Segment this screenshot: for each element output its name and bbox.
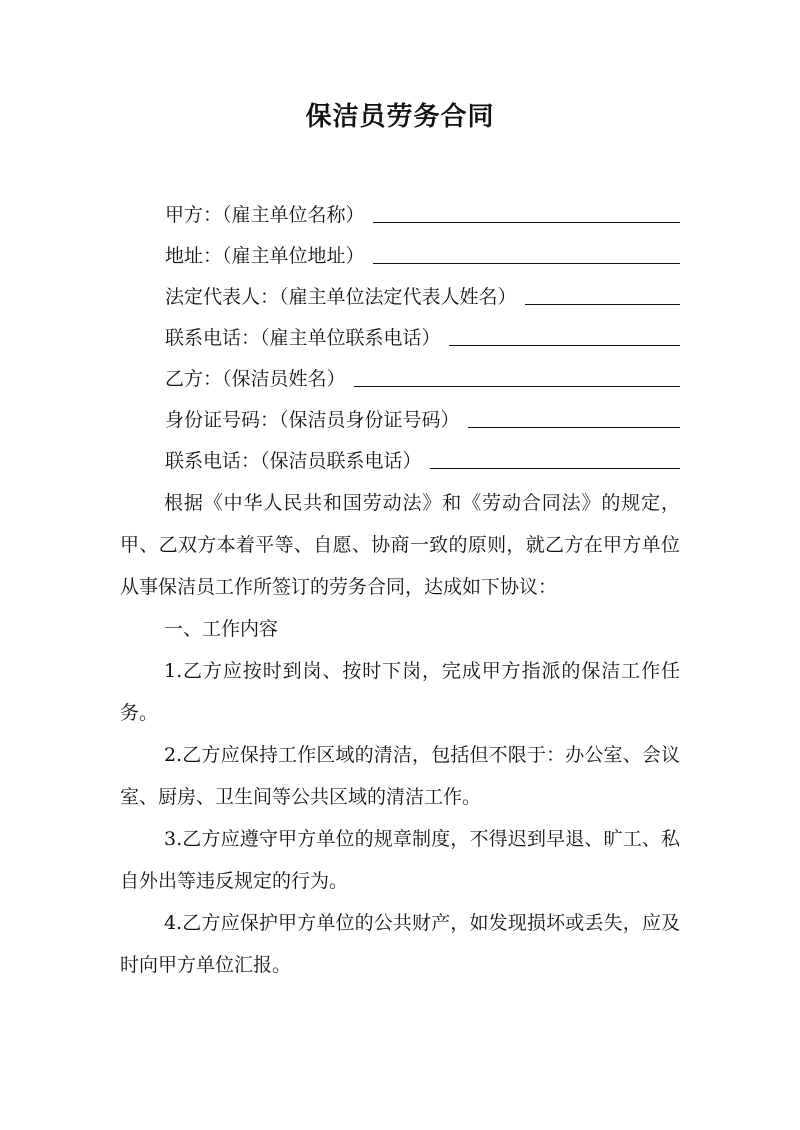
field-label: 法定代表人：（雇主单位法定代表人姓名） [165, 286, 517, 308]
field-label: 联系电话：（雇主单位联系电话） [165, 327, 441, 349]
intro-paragraph: 根据《中华人民共和国劳动法》和《劳动合同法》的规定，甲、乙双方本着平等、自愿、协商一致的原则，就乙方在甲方单位从事保洁员工作所签订的劳务合同，达成如下协议： [120, 492, 680, 598]
field-label: 身份证号码：（保洁员身份证号码） [165, 409, 460, 431]
party-info-fields [165, 186, 680, 473]
section-heading: 一、工作内容 [164, 618, 279, 640]
field-legal-representative [165, 268, 680, 309]
document-title: 保洁员劳务合同 [305, 102, 495, 132]
fill-in-line [373, 202, 680, 223]
field-label: 联系电话：（保洁员联系电话） [165, 450, 422, 472]
field-party-b-name [165, 350, 680, 391]
fill-in-line [373, 243, 680, 264]
fill-in-line [525, 284, 680, 305]
field-party-a-name [165, 186, 680, 227]
clause-paragraph: 3.乙方应遵守甲方单位的规章制度，不得迟到早退、旷工、私自外出等违反规定的行为。 [120, 828, 680, 892]
fill-in-line [449, 325, 680, 346]
field-party-b-id-number [165, 391, 680, 432]
fill-in-line [354, 366, 680, 387]
field-label: 乙方：（保洁员姓名） [165, 368, 346, 390]
clause-paragraph: 4.乙方应保护甲方单位的公共财产，如发现损坏或丢失，应及时向甲方单位汇报。 [120, 912, 680, 976]
field-party-a-address [165, 227, 680, 268]
field-party-a-phone [165, 309, 680, 350]
fill-in-line [468, 407, 680, 428]
field-label: 地址：（雇主单位地址） [165, 245, 365, 267]
contract-body [120, 482, 680, 986]
fill-in-line [430, 448, 680, 469]
field-party-b-phone [165, 432, 680, 473]
clause-paragraph: 2.乙方应保持工作区域的清洁，包括但不限于：办公室、会议室、厨房、卫生间等公共区域的清洁工作。 [120, 744, 680, 808]
field-label: 甲方：（雇主单位名称） [165, 204, 365, 226]
clause-paragraph: 1.乙方应按时到岗、按时下岗，完成甲方指派的保洁工作任务。 [120, 660, 680, 724]
